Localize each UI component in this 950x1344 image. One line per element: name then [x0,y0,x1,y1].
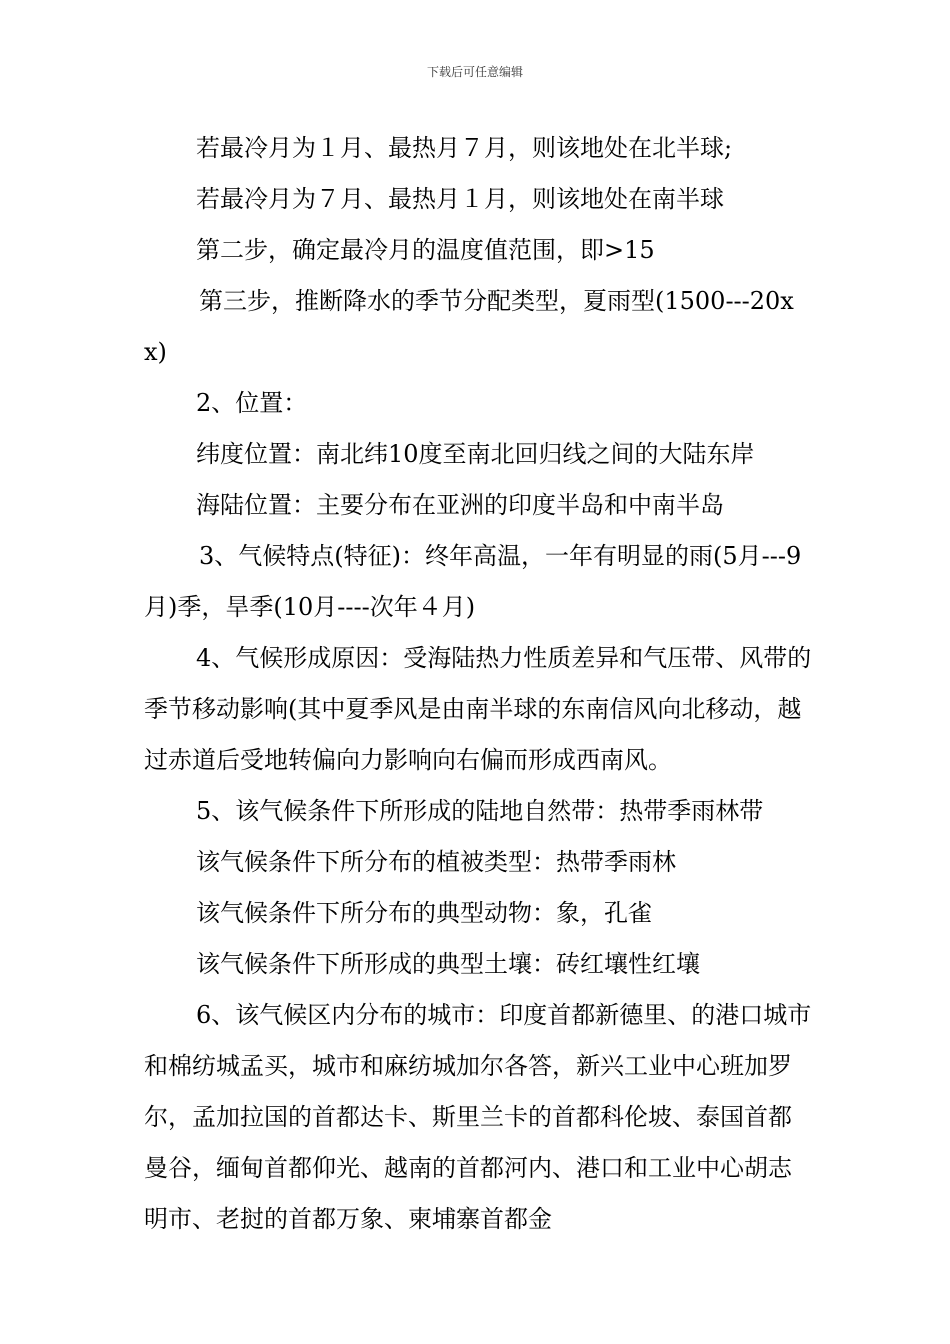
paragraph: 6、该气候区内分布的城市：印度首都新德里、的港口城市和棉纺城孟买，城市和麻纺城加尔各答，新兴工业中心班加罗尔，孟加拉国的首都达卡、斯里兰卡的首都科伦坡、泰国首都曼谷，缅甸首都仰光、越南的首都河内、港口和工业中心胡志明市、老挝的首都万象、柬埔寨首都金 [144,1001,812,1233]
paragraph: 若最冷月为１月、最热月７月，则该地处在北半球; [196,134,733,162]
paragraph: 纬度位置：南北纬10度至南北回归线之间的大陆东岸 [196,440,755,468]
paragraph: 第二步，确定最冷月的温度值范围，即>15 [196,236,655,264]
paragraph: 2、位置： [196,389,308,417]
paragraph: 海陆位置：主要分布在亚洲的印度半岛和中南半岛 [196,491,724,519]
paragraph: 该气候条件下所分布的植被类型：热带季雨林 [196,848,676,876]
paragraph: 3、气候特点(特征)：终年高温，一年有明显的雨(5月---9月)季，旱季(10月----次年４月) [144,542,802,621]
document-body [144,123,814,1245]
paragraph: 该气候条件下所形成的典型土壤：砖红壤性红壤 [196,950,700,978]
page-header: 下载后可任意编辑 [426,65,523,79]
paragraph: 第三步，推断降水的季节分配类型，夏雨型(1500---20xx) [144,287,794,366]
paragraph: 该气候条件下所分布的典型动物：象，孔雀 [196,899,652,927]
paragraph: 若最冷月为７月、最热月１月，则该地处在南半球 [196,185,724,213]
paragraph: 4、气候形成原因：受海陆热力性质差异和气压带、风带的季节移动影响(其中夏季风是由南半球的东南信风向北移动，越过赤道后受地转偏向力影响向右偏而形成西南风。 [144,644,812,774]
paragraph: 5、该气候条件下所形成的陆地自然带：热带季雨林带 [196,797,764,825]
